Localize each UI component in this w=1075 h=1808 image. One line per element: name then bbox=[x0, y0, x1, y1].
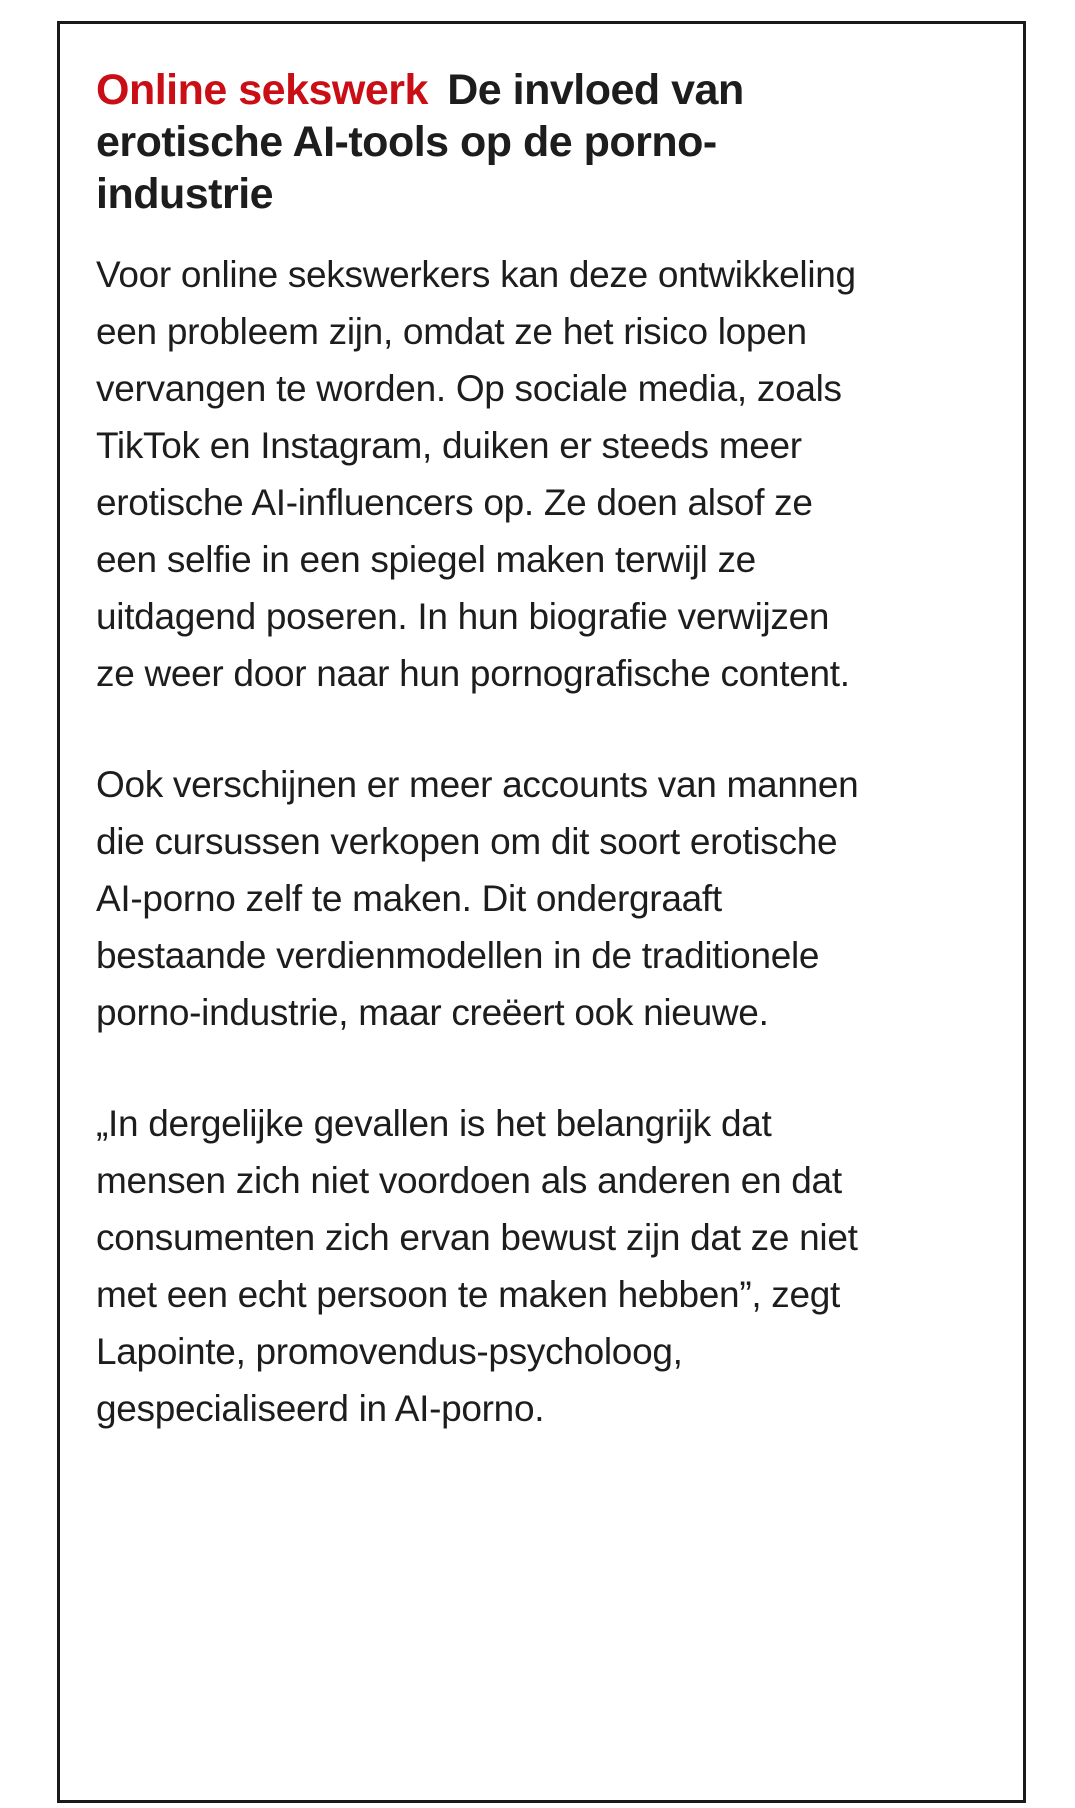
article-paragraph: „In dergelijke gevallen is het belangrijk dat mensen zich niet voordoen als anderen en dat consumenten zich ervan bewust zijn dat ze niet met een echt persoon te maken hebben”, zegt Lapointe, promovendus-psycholoog, gespecialiseerd in AI-porno. bbox=[96, 1103, 858, 1429]
article-kicker: Online sekswerk bbox=[96, 66, 428, 114]
article-card bbox=[57, 21, 1026, 1803]
article-paragraph: Voor online sekswerkers kan deze ontwikkeling een probleem zijn, omdat ze het risico lopen vervangen te worden. Op sociale media, zoals TikTok en Instagram, duiken er steeds meer erotische AI-influencers op. Ze doen alsof ze een selfie in een spiegel maken terwijl ze uitdagend poseren. In hun biografie verwijzen ze weer door naar hun pornografische content. bbox=[96, 254, 856, 694]
article-title: De invloed van erotische AI-tools op de porno-industrie bbox=[96, 66, 744, 218]
article-body bbox=[96, 246, 860, 1437]
article-heading bbox=[96, 64, 826, 220]
article-paragraph: Ook verschijnen er meer accounts van mannen die cursussen verkopen om dit soort erotische AI-porno zelf te maken. Dit ondergraaft bestaande verdienmodellen in de traditionele porno-industrie, maar creëert ook nieuwe. bbox=[96, 764, 859, 1033]
